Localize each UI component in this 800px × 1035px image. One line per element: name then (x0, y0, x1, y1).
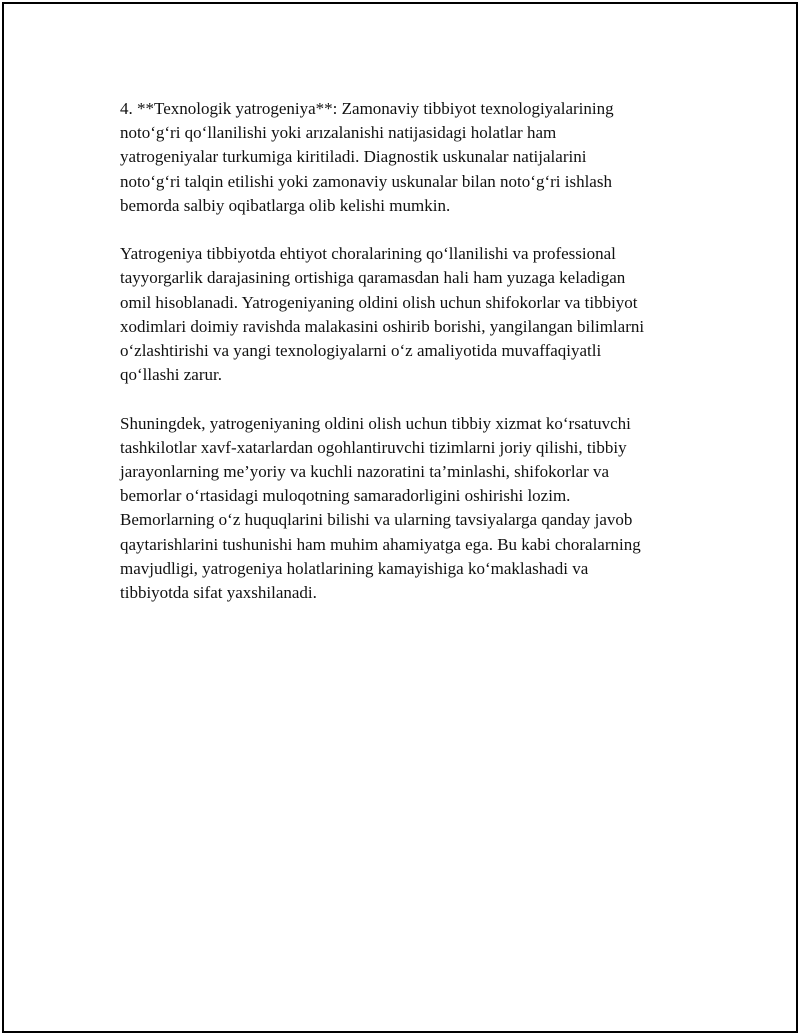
document-body (120, 97, 710, 629)
paragraph-prevention-training: Yatrogeniya tibbiyotda ehtiyot choralarining qo‘llanilishi va professional tayyorgarlik darajasining ortishiga qaramasdan hali ham yuzaga keladigan omil hisoblanadi. Yatrogeniyaning oldini olish uchun shifokorlar va tibbiyot xodimlari doimiy ravishda malakasini oshirib borishi, yangilangan bilimlarni o‘zlashtirishi va yangi texnologiyalarni o‘z amaliyotida muvaffaqiyatli qo‘llashi zarur. (120, 244, 645, 385)
page-frame (2, 2, 798, 1033)
paragraph-organizational-measures: Shuningdek, yatrogeniyaning oldini olish uchun tibbiy xizmat ko‘rsatuvchi tashkilotlar xavf-xatarlardan ogohlantiruvchi tizimlarni joriy qilishi, tibbiy jarayonlarning me’yoriy va kuchli nazoratini ta’minlashi, shifokorlar va bemorlar o‘rtasidagi muloqotning samaradorligini oshirishi lozim. Bemorlarning o‘z huquqlarini bilishi va ularning tavsiyalarga qanday javob qaytarishlarini tushunishi ham muhim ahamiyatga ega. Bu kabi choralarning mavjudligi, yatrogeniya holatlarining kamayishiga ko‘maklashadi va tibbiyotda sifat yaxshilanadi. (120, 413, 641, 603)
paragraph-technological-iatrogeny: 4. **Texnologik yatrogeniya**: Zamonaviy tibbiyot texnologiyalarining noto‘g‘ri qo‘llanilishi yoki arızalanishi natijasidagi holatlar ham yatrogeniyalar turkumiga kiritiladi. Diagnostik uskunalar natijalarini noto‘g‘ri talqin etilishi yoki zamonaviy uskunalar bilan noto‘g‘ri ishlash bemorda salbiy oqibatlarga olib kelishi mumkin. (120, 99, 614, 215)
